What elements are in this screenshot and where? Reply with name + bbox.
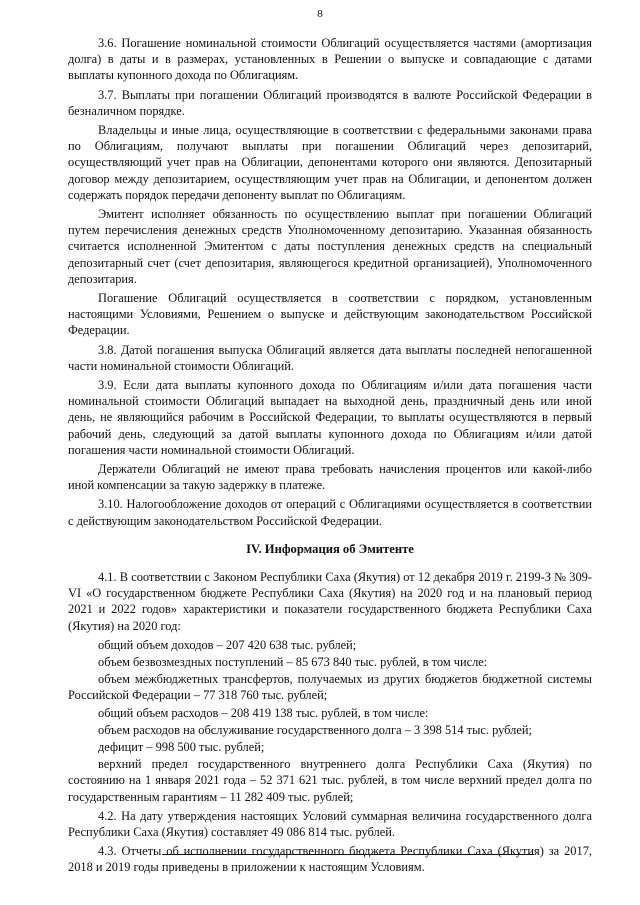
paragraph-3-10: 3.10. Налогообложение доходов от операций с Облигациями осуществляется в соответствии с действующим законодательством Российской Федерации. (68, 497, 592, 528)
paragraph-4-1: 4.1. В соответствии с Законом Республики Саха (Якутия) от 12 декабря 2019 г. 2199-З № 309-VI «О государственном бюджете Республики Саха (Якутия) на 2020 год и на плановый период 2021 и 2022 годов» характеристики и показатели государственного бюджета Республики Саха (Якутия) на 2020 год: (68, 569, 592, 633)
list-item-revenue: общий объем доходов – 207 420 638 тыс. рублей; (98, 637, 357, 652)
paragraph-3-9: 3.9. Если дата выплаты купонного дохода по Облигациям и/или дата погашения части номинальной стоимости Облигаций выпадает на выходной день, праздничный день или иной день, не являющийся рабочим в Российской Федерации, то выплаты осуществляются в первый рабочий день, следующий за датой выплаты купонного дохода по Облигациям и/или датой погашения части номинальной стоимости Облигаций. (68, 378, 592, 457)
section-title: IV. Информация об Эмитенте (246, 541, 414, 556)
paragraph-4-2: 4.2. На дату утверждения настоящих Условий суммарная величина государственного долга Республики Саха (Якутия) составляет 49 086 814 тыс. рублей. (68, 808, 592, 839)
paragraph-redemption-order: Погашение Облигаций осуществляется в соответствии с порядком, установленным настоящими Условиями, Решением о выпуске и действующим законодательством Российской Федерации. (68, 291, 592, 338)
list-item-debt-limit: верхний предел государственного внутреннего долга Республики Саха (Якутия) по состоянию на 1 января 2021 года – 52 371 621 тыс. рублей, в том числе верхний предел долга по государственным гарантиям – 11 282 409 тыс. рублей; (68, 757, 592, 804)
paragraph-holders-payments: Владельцы и иные лица, осуществляющие в соответствии с федеральными законами права по Облигациям, получают выплаты при погашении Облигаций через депозитарий, осуществляющий учет прав на Облигации, депонентами которого они являются. Депозитарный договор между депозитарием, осуществляющим учет прав на Облигации, и депонентом должен содержать порядок передачи депоненту выплат по Облигациям. (68, 123, 592, 202)
document-body (68, 35, 592, 879)
paragraph-4-3: 4.3. Отчеты об исполнении государственного бюджета Республики Саха (Якутия) за 2017, 2018 и 2019 годы приведены в приложении к настоящим Условиям. (68, 844, 592, 875)
paragraph-issuer-obligation: Эмитент исполняет обязанность по осуществлению выплат при погашении Облигаций путем перечисления денежных средств Уполномоченному депозитарию. Указанная обязанность считается исполненной Эмитентом с даты поступления денежных средств на специальный депозитарный счет (счет депозитария, являющегося кредитной организацией), Уполномоченного депозитария. (68, 207, 592, 286)
paragraph-3-7: 3.7. Выплаты при погашении Облигаций производятся в валюте Российской Федерации в безналичном порядке. (68, 87, 592, 118)
page-number: 8 (317, 8, 323, 20)
list-item-debt-service: объем расходов на обслуживание государственного долга – 3 398 514 тыс. рублей; (98, 722, 532, 737)
list-item-expenses: общий объем расходов – 208 419 138 тыс. рублей, в том числе: (98, 705, 429, 720)
list-item-deficit: дефицит – 998 500 тыс. рублей; (98, 739, 265, 754)
paragraph-3-6: 3.6. Погашение номинальной стоимости Облигаций осуществляется частями (амортизация долга) в даты и в размерах, установленных в Решении о выпуске и совпадающие с датами выплаты купонного дохода по Облигациям. (68, 36, 592, 83)
list-item-grants: объем безвозмездных поступлений – 85 673 840 тыс. рублей, в том числе: (98, 654, 488, 669)
paragraph-no-compensation: Держатели Облигаций не имеют права требовать начисления процентов или какой-либо иной компенсации за такую задержку в платеже. (68, 462, 592, 493)
paragraph-3-8: 3.8. Датой погашения выпуска Облигаций является дата выплаты последней непогашенной части номинальной стоимости Облигаций. (68, 342, 592, 373)
list-item-transfers: объем межбюджетных трансфертов, получаемых из других бюджетов бюджетной системы Российской Федерации – 77 318 760 тыс. рублей; (68, 672, 592, 703)
footer-divider (162, 854, 534, 855)
